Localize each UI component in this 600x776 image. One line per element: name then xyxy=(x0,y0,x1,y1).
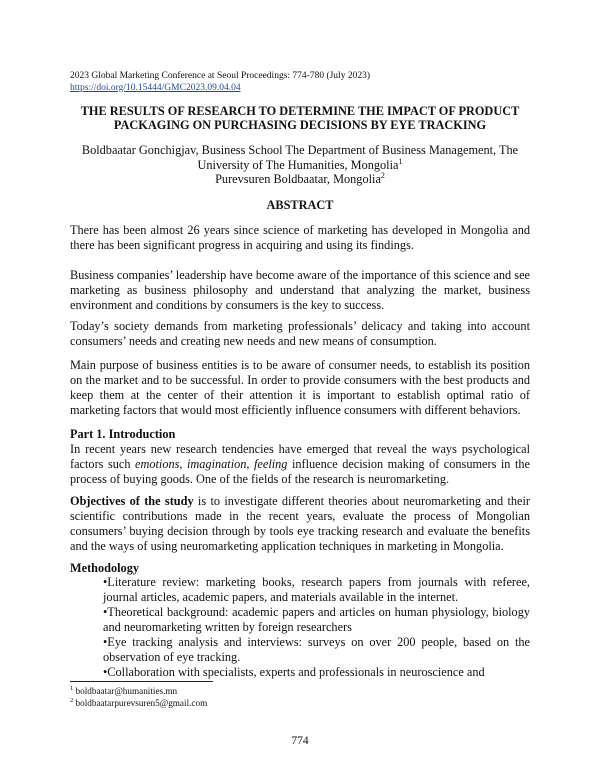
objectives-label: Objectives of the study xyxy=(70,494,194,508)
paper-title xyxy=(60,104,540,132)
footnote-2 xyxy=(70,698,207,710)
doi-link[interactable]: https://doi.org/10.15444/GMC2023.09.04.04 xyxy=(70,83,241,93)
author-line-3 xyxy=(70,172,530,187)
author-block xyxy=(70,143,530,187)
methodology-list xyxy=(103,575,530,680)
author-line-1: Boldbaatar Gonchigjav, Business School The Department of Business Management, The xyxy=(81,143,519,157)
intro-text-italic: emotions, imagination, feeling xyxy=(135,457,288,471)
objectives-text xyxy=(70,494,530,554)
methodology-item: •Theoretical background: academic papers and articles on human physiology, biology and neuromarketing written by foreign researchers xyxy=(103,605,530,634)
methodology-heading-block xyxy=(70,561,530,576)
author-affiliation: University of The Humanities, Mongolia xyxy=(197,157,399,172)
methodology-item: •Literature review: marketing books, research papers from journals with referee, journal articles, academic papers, and materials available in the internet. xyxy=(103,575,530,604)
conference-citation: 2023 Global Marketing Conference at Seoul Proceedings: 774-780 (July 2023) xyxy=(70,71,370,81)
paragraph-text: Main purpose of business entities is to be aware of consumer needs, to establish its position on the market and to be successful. In order to provide consumers with the best products and keep them at the center of their attention it is important to establish optimal ratio of marketing factors that would most efficiently influence consumers with different behaviors. xyxy=(70,358,530,417)
objectives-paragraph xyxy=(70,494,530,554)
introduction-text xyxy=(70,442,530,487)
paragraph-text: Business companies’ leadership have become aware of the importance of this science and see marketing as business philosophy and understand that analyzing the market, business environment and conditions by consumers is the key to success. xyxy=(70,268,530,312)
abstract-paragraph-2 xyxy=(70,268,530,313)
author-line-2 xyxy=(70,158,530,173)
title-line-1: THE RESULTS OF RESEARCH TO DETERMINE THE IMPACT OF PRODUCT xyxy=(80,104,520,118)
footnote-marker-2: 2 xyxy=(380,170,385,180)
paragraph-text: There has been almost 26 years since science of marketing has developed in Mongolia and there has been significant progress in acquiring and using its findings. xyxy=(70,223,530,252)
abstract-paragraph-1 xyxy=(70,223,530,253)
footnote-number: 1 xyxy=(70,684,74,692)
intro-text-a: In recent years new research tendencies have emerged that reveal the ways psychological factors such xyxy=(70,442,530,471)
footnote-number: 2 xyxy=(70,696,74,704)
methodology-item: •Eye tracking analysis and interviews: surveys on over 200 people, based on the observation of eye tracking. xyxy=(103,635,530,664)
abstract-paragraph-4 xyxy=(70,358,530,418)
footnote-1 xyxy=(70,686,207,698)
footnote-divider xyxy=(70,681,213,682)
header-meta xyxy=(70,70,370,94)
paragraph-text: Today’s society demands from marketing professionals’ delicacy and taking into account consumers’ needs and creating new needs and new means of consumption. xyxy=(70,319,530,348)
introduction-heading: Part 1. Introduction xyxy=(70,427,176,441)
second-author: Purevsuren Boldbaatar, Mongolia xyxy=(215,172,381,186)
abstract-paragraph-3 xyxy=(70,319,530,349)
footnote-marker-1: 1 xyxy=(398,156,403,166)
intro-text-b: influence decision making of consumers in the process of buying goods. One of the fields of the research is neuromarketing. xyxy=(70,457,530,486)
title-line-2: PACKAGING ON PURCHASING DECISIONS BY EYE TRACKING xyxy=(113,118,487,132)
footnote-email: boldbaatar@humanities.mn xyxy=(73,686,178,696)
abstract-heading: ABSTRACT xyxy=(266,198,334,212)
methodology-heading: Methodology xyxy=(70,561,139,575)
objectives-body: is to investigate different theories about neuromarketing and their scientific contributions made in the recent years, evaluate the process of Mongolian consumers’ buying decision through by tools eye tracking research and evaluate the benefits and the ways of using neuromarketing application techniques in marketing in Mongolia. xyxy=(70,494,530,553)
page-number: 774 xyxy=(291,735,309,747)
introduction-section xyxy=(70,427,530,487)
footnotes xyxy=(70,686,207,709)
footnote-email: boldbaatarpurevsuren5@gmail.com xyxy=(73,697,208,708)
methodology-item: •Collaboration with specialists, experts and professionals in neuroscience and xyxy=(103,665,485,679)
